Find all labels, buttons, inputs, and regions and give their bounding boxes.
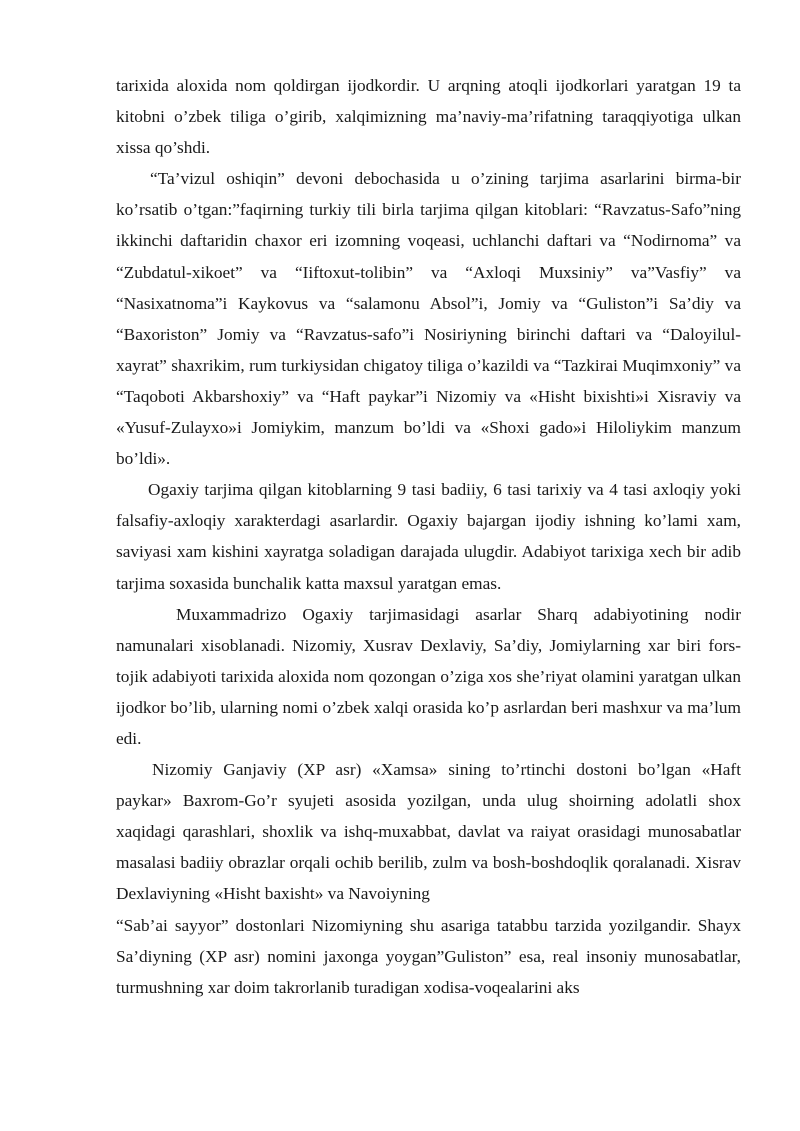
paragraph-muxammadrizo: Muxammadrizo Ogaxiy tarjimasidagi asarlar Sharq adabiyotining nodir namunalari xisoblanadi. Nizomiy, Xusrav Dexlaviy, Sa’diy, Jomiylarning xar biri fors-tojik adabiyoti tarixida aloxida nom qozongan o’ziga xos she’riyat olamini yaratgan ulkan ijodkor bo’lib, ularning nomi o’zbek xalqi orasida ko’p asrlardan beri mashxur va ma’lum edi.: [116, 604, 741, 748]
paragraph-continuation: tarixida aloxida nom qoldirgan ijodkordir. U arqning atoqli ijodkorlari yaratgan 19 ta kitobni o’zbek tiliga o’girib, xalqimizning ma’naviy-ma’rifatning taraqqiyotiga ulkan xissa qo’shdi.: [116, 76, 741, 158]
paragraph-nizomiy: Nizomiy Ganjaviy (XP asr) «Xamsa» sining to’rtinchi dostoni bo’lgan «Haft paykar» Baxrom-Go’r syujeti asosida yozilgan, unda ulug shoirning adolatli shox xaqidagi qarashlari, shoxlik va ishq-muxabbat, davlat va raiyat orasidagi munosabatlar masalasi badiiy obrazlar orqali ochib berilib, zulm va bosh-boshdoqlik qoralanadi. Xisrav Dexlaviyning «Hisht baxisht» va Navoiyning: [116, 760, 741, 904]
paragraph-ogaxiy-translations: Ogaxiy tarjima qilgan kitoblarning 9 tasi badiiy, 6 tasi tarixiy va 4 tasi axloqiy yoki falsafiy-axloqiy xarakterdagi asarlardir. Ogaxiy bajargan ijodiy ishning ko’lami xam, saviyasi xam kishini xayratga soladigan darajada ulugdir. Adabiyot tarixiga xech bir adib tarjima soxasida bunchalik katta maxsul yaratgan emas.: [116, 480, 741, 593]
document-page: [116, 70, 741, 1003]
paragraph-tarjima-list: “Ta’vizul oshiqin” devoni debochasida u o’zining tarjima asarlarini birma-bir ko’rsatib o’tgan:”faqirning turkiy tili birla tarjima qilgan kitoblari: “Ravzatus-Safo”ning ikkinchi daftaridin chaxor eri izomning voqeasi, uchlanchi daftari va “Nodirnoma” va “Zubdatul-xikoet” va “Iiftoxut-tolibin” va “Axloqi Muxsiniy” va”Vasfiy” va “Nasixatnoma”i Kaykovus va “salamonu Absol”i, Jomiy va “Guliston”i Sa’diy va “Baxoriston” Jomiy va “Ravzatus-safo”i Nosiriyning birinchi daftari va “Daloyilul-xayrat” shaxrikim, rum turkiysidan chigatoy tiliga o’kazildi va “Tazkirai Muqimxoniy” va “Taqoboti Akbarshoxiy” va “Haft paykar”i Nizomiy va «Hisht bixishti»i Xisraviy va «Yusuf-Zulayxo»i Jomiykim, manzum bo’ldi va «Shoxi gado»i Hiloliykim manzum bo’ldi».: [116, 169, 741, 469]
paragraph-sabai-sayyor: “Sab’ai sayyor” dostonlari Nizomiyning shu asariga tatabbu tarzida yozilgandir. Shayx Sa’diyning (XP asr) nomini jaxonga yoygan”Guliston” esa, real insoniy munosabatlar, turmushning xar doim takrorlanib turadigan xodisa-voqealarini aks: [116, 915, 741, 997]
